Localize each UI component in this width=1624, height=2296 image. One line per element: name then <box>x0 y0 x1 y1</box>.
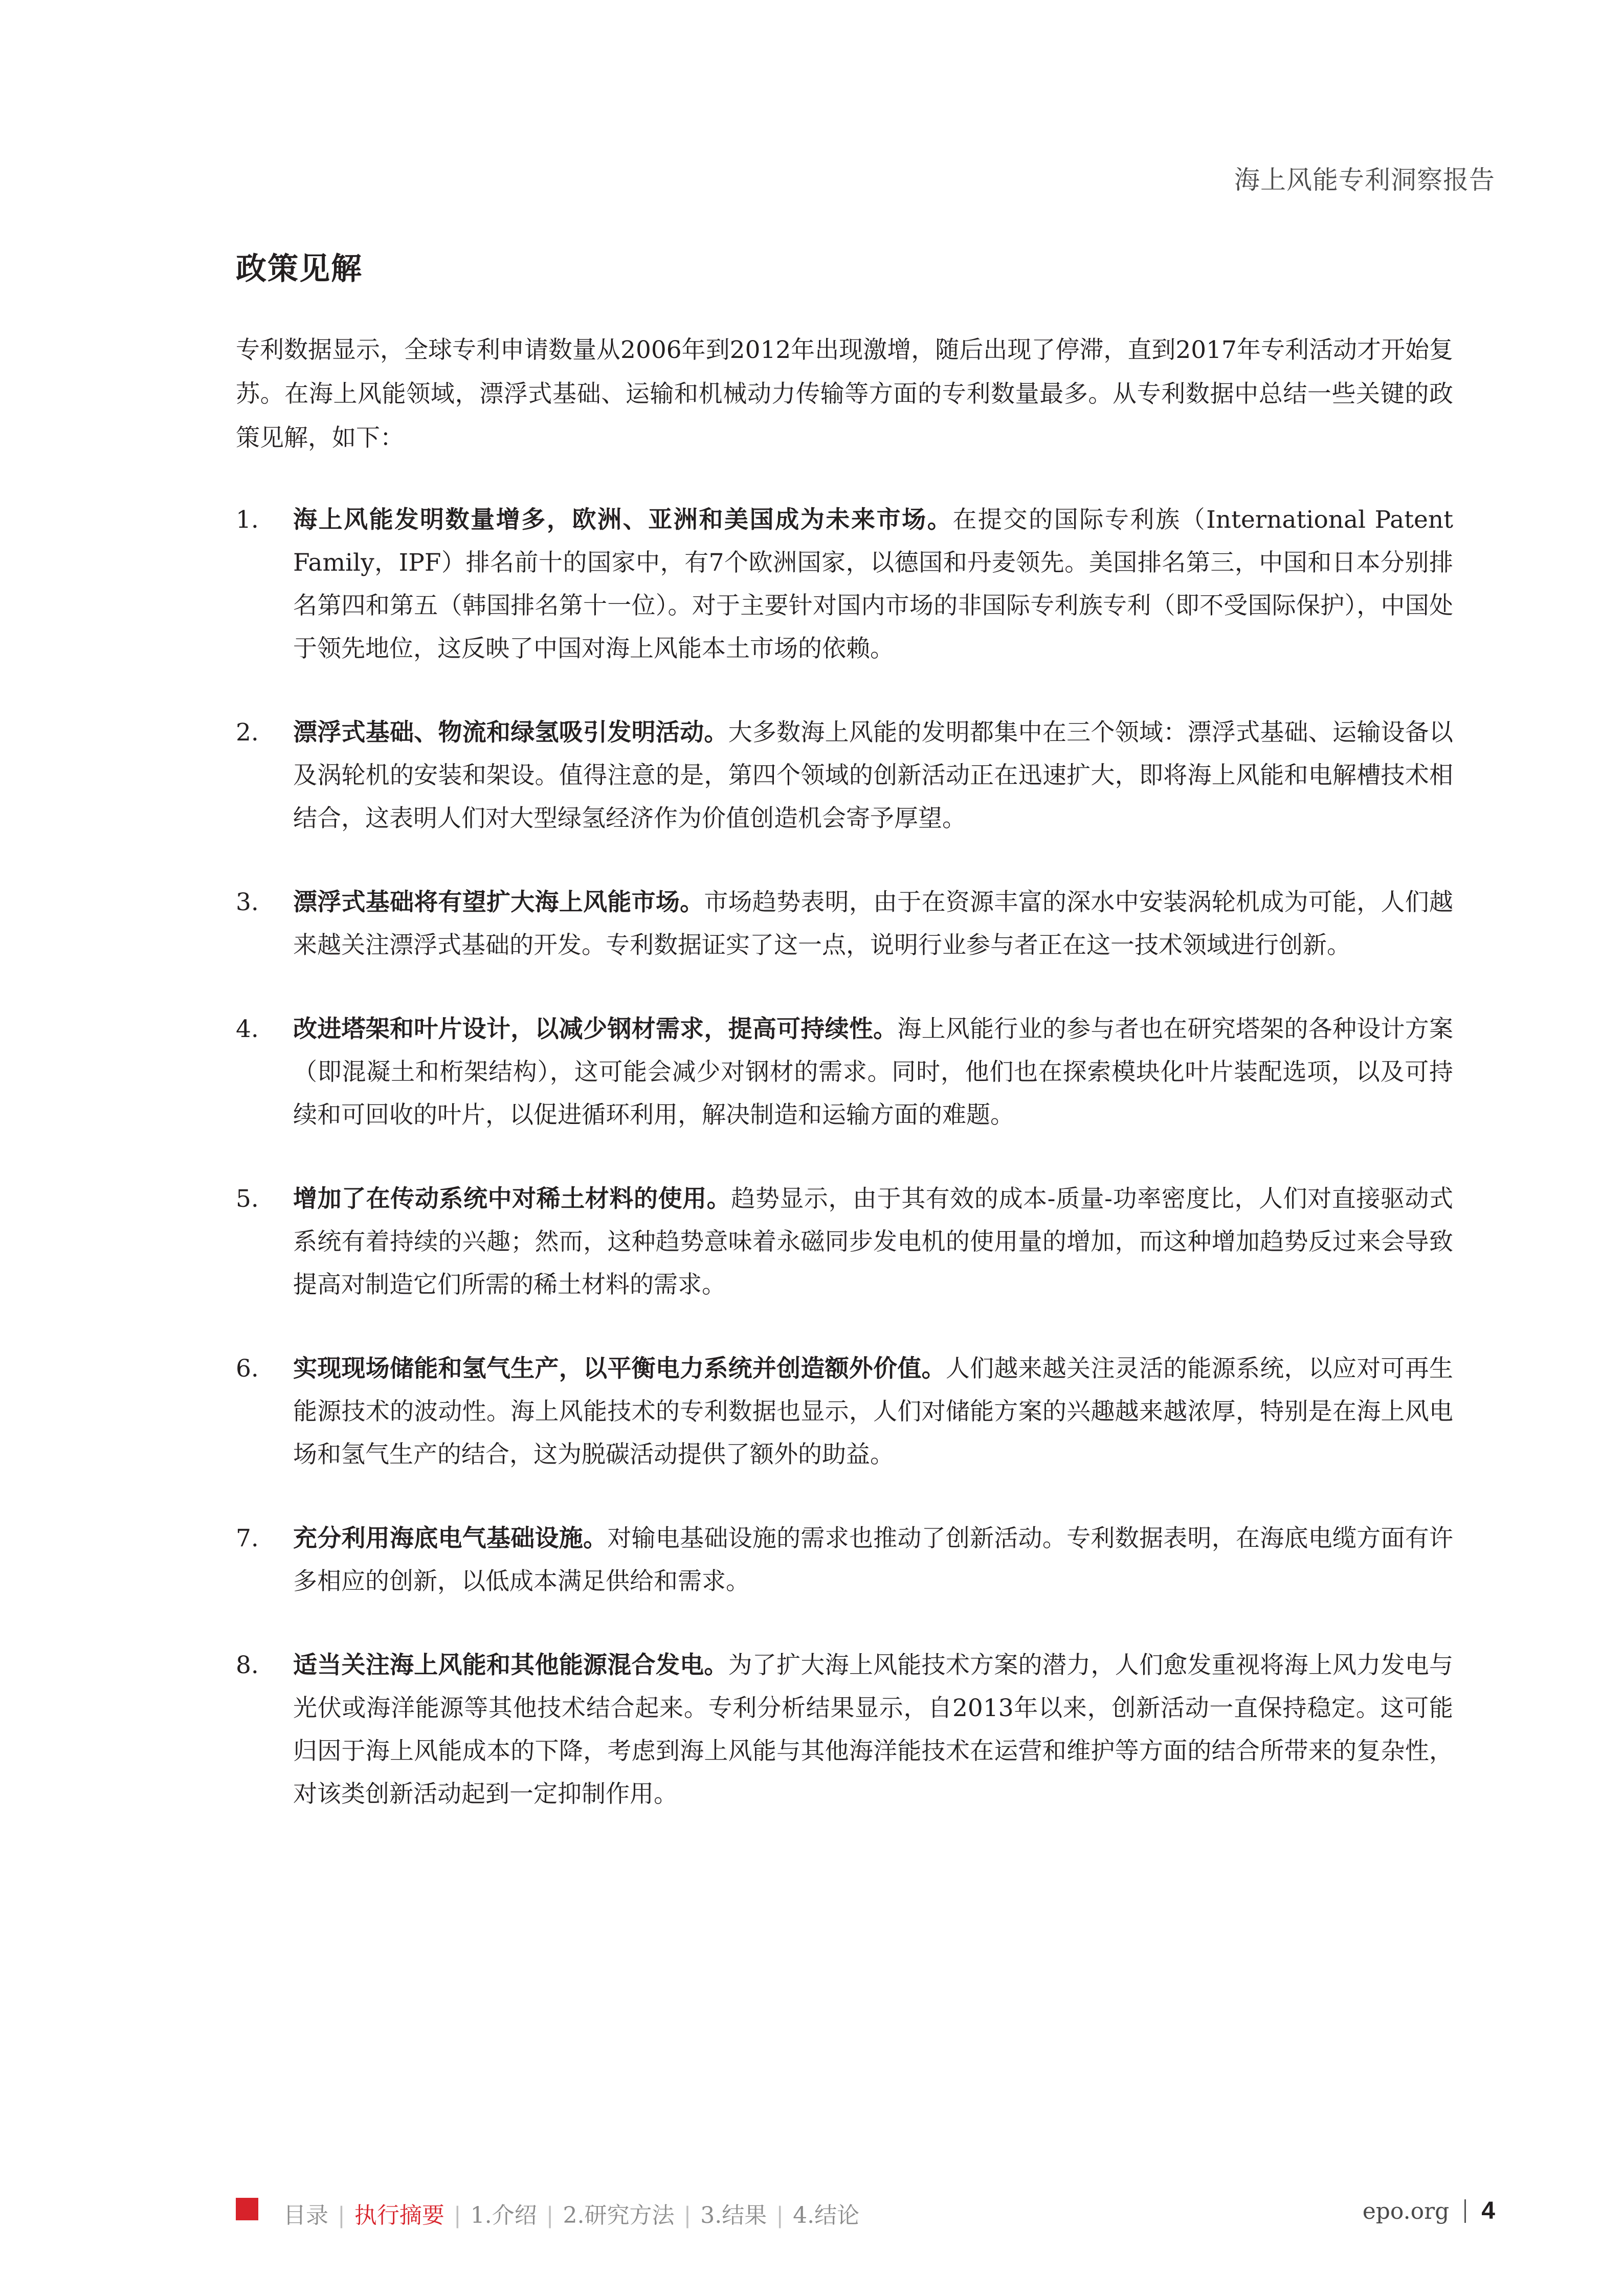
insight-item <box>236 881 1453 967</box>
insight-body: 对输电基础设施的需求也推动了创新活动。专利数据表明，在海底电缆方面有许多相应的创新，以低成本满足供给和需求。 <box>293 1524 1454 1595</box>
policy-insights-list <box>236 499 1453 1857</box>
nav-link-methodology[interactable]: 2.研究方法 <box>563 2202 675 2229</box>
insight-body: 市场趋势表明，由于在资源丰富的深水中安装涡轮机成为可能，人们越来越关注漂浮式基础的开发。专利数据证实了这一点，说明行业参与者正在这一技术领域进行创新。 <box>293 888 1454 959</box>
nav-link-results[interactable]: 3.结果 <box>700 2202 767 2229</box>
page-footer <box>236 2197 1495 2227</box>
insight-item <box>236 1347 1453 1476</box>
insight-heading: 实现现场储能和氢气生产，以平衡电力系统并创造额外价值。 <box>293 1355 946 1383</box>
insight-body: 大多数海上风能的发明都集中在三个领域：漂浮式基础、运输设备以及涡轮机的安装和架设。值得注意的是，第四个领域的创新活动正在迅速扩大，即将海上风能和电解槽技术相结合，这表明人们对大型绿氢经济作为价值创造机会寄予厚望。 <box>293 718 1454 832</box>
nav-separator: | <box>338 2202 345 2229</box>
insight-body: 在提交的国际专利族（International Patent Family，IPF）排名前十的国家中，有7个欧洲国家，以德国和丹麦领先。美国排名第三，中国和日本分别排名第四和第五（韩国排名第十一位）。对于主要针对国内市场的非国际专利族专利（即不受国际保护），中国处于领先地位，这反映了中国对海上风能本土市场的依赖。 <box>293 506 1453 663</box>
insight-number: 1. <box>236 506 259 534</box>
insight-number: 8. <box>236 1651 259 1679</box>
insight-heading: 充分利用海底电气基础设施。 <box>293 1524 608 1552</box>
insight-heading: 漂浮式基础、物流和绿氢吸引发明活动。 <box>293 718 728 747</box>
insight-number: 2. <box>236 718 259 747</box>
insight-heading: 适当关注海上风能和其他能源混合发电。 <box>293 1651 728 1679</box>
insight-number: 3. <box>236 888 259 916</box>
insight-body: 为了扩大海上风能技术方案的潜力，人们愈发重视将海上风力发电与光伏或海洋能源等其他技术结合起来。专利分析结果显示，自2013年以来，创新活动一直保持稳定。这可能归因于海上风能成本的下降，考虑到海上风能与其他海洋能技术在运营和维护等方面的结合所带来的复杂性，对该类创新活动起到一定抑制作用。 <box>293 1651 1454 1808</box>
insight-body: 海上风能行业的参与者也在研究塔架的各种设计方案（即混凝土和桁架结构），这可能会减少对钢材的需求。同时，他们也在探索模块化叶片装配选项，以及可持续和可回收的叶片，以促进循环利用，解决制造和运输方面的难题。 <box>293 1015 1454 1129</box>
insight-item <box>236 1008 1453 1137</box>
insight-heading: 海上风能发明数量增多，欧洲、亚洲和美国成为未来市场。 <box>293 506 953 534</box>
section-title: 政策见解 <box>236 251 363 287</box>
nav-link-executive-summary[interactable]: 执行摘要 <box>354 2202 444 2229</box>
insight-body: 趋势显示，由于其有效的成本-质量-功率密度比，人们对直接驱动式系统有着持续的兴趣；然而，这种趋势意味着永磁同步发电机的使用量的增加，而这种增加趋势反过来会导致提高对制造它们所需的稀土材料的需求。 <box>293 1185 1454 1299</box>
intro-paragraph: 专利数据显示，全球专利申请数量从2006年到2012年出现激增，随后出现了停滞，直到2017年专利活动才开始复苏。在海上风能领域，漂浮式基础、运输和机械动力传输等方面的专利数量最多。从专利数据中总结一些关键的政策见解，如下： <box>236 336 1453 452</box>
insight-item <box>236 1644 1453 1816</box>
nav-separator: | <box>776 2202 784 2229</box>
running-header: 海上风能专利洞察报告 <box>1234 165 1495 195</box>
insight-item <box>236 1517 1453 1603</box>
nav-link-conclusion[interactable]: 4.结论 <box>793 2202 860 2229</box>
insight-number: 5. <box>236 1185 259 1213</box>
nav-link-introduction[interactable]: 1.介绍 <box>470 2202 537 2229</box>
footer-nav <box>283 2197 859 2230</box>
red-square-marker <box>236 2198 258 2220</box>
insight-heading: 增加了在传动系统中对稀土材料的使用。 <box>293 1185 731 1213</box>
insight-heading: 漂浮式基础将有望扩大海上风能市场。 <box>293 888 704 916</box>
insight-body: 人们越来越关注灵活的能源系统，以应对可再生能源技术的波动性。海上风能技术的专利数据也显示，人们对储能方案的兴趣越来越浓厚，特别是在海上风电场和氢气生产的结合，这为脱碳活动提供了额外的助益。 <box>293 1355 1454 1469</box>
nav-link-contents[interactable]: 目录 <box>283 2202 328 2229</box>
nav-separator: | <box>683 2202 692 2229</box>
insight-item <box>236 1178 1453 1307</box>
insight-number: 7. <box>236 1524 259 1552</box>
insight-item <box>236 711 1453 840</box>
nav-separator: | <box>546 2202 554 2229</box>
nav-separator: | <box>453 2202 461 2229</box>
insight-item <box>236 499 1453 670</box>
site-link[interactable]: epo.org <box>1362 2198 1450 2224</box>
insight-number: 4. <box>236 1015 259 1043</box>
footer-right <box>1363 2197 1495 2225</box>
insight-number: 6. <box>236 1355 259 1383</box>
footer-divider <box>1464 2199 1466 2223</box>
insight-heading: 改进塔架和叶片设计，以减少钢材需求，提高可持续性。 <box>293 1015 898 1043</box>
page-number: 4 <box>1481 2197 1495 2224</box>
